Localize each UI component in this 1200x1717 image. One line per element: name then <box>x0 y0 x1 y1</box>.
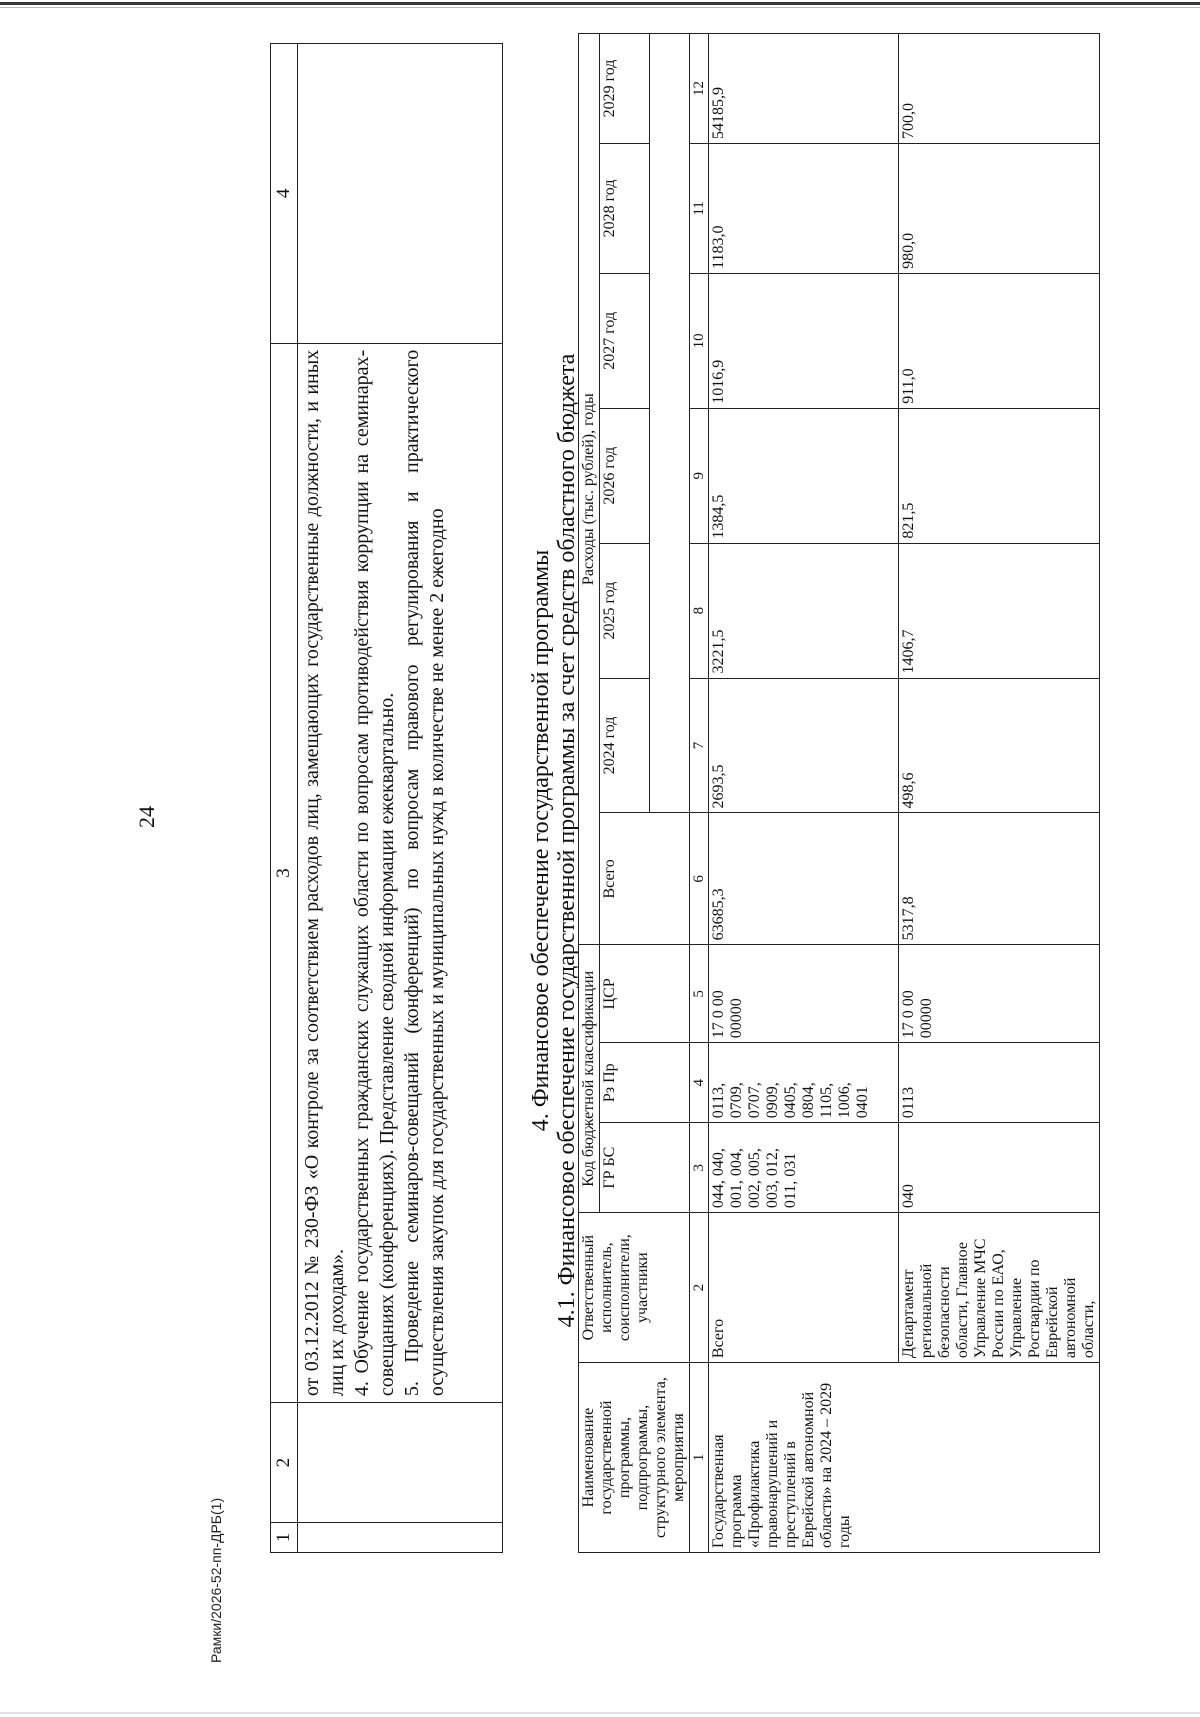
header-year: 2029 год <box>600 34 650 144</box>
grbs-code: 040 <box>899 1123 1100 1213</box>
year-value: 911,0 <box>899 273 1100 408</box>
scan-bottom-edge <box>0 1712 1200 1714</box>
year-value: 980,0 <box>899 143 1100 273</box>
column-number: 4 <box>690 1043 709 1123</box>
rotated-page-content <box>100 33 1100 1683</box>
column-number: 9 <box>690 408 709 543</box>
financing-table <box>578 33 1100 1553</box>
header-spacer <box>650 34 690 813</box>
upper-table <box>270 43 503 1553</box>
column-number: 2 <box>690 1213 709 1363</box>
header-grbs: ГР БС <box>600 1123 690 1213</box>
header-name: Наименование государственной программы, подпрограммы, структурного элемента, мероприятия <box>579 1363 690 1553</box>
upper-table-header-row <box>271 44 298 1553</box>
header-year: 2025 год <box>600 543 650 678</box>
financing-header-row-1 <box>579 34 600 1553</box>
header-expenses: Расходы (тыс. рублей), годы <box>579 34 600 945</box>
column-number: 1 <box>690 1363 709 1553</box>
year-value: 2693,5 <box>709 678 899 813</box>
total-value: 63685,3 <box>709 813 899 945</box>
measure-text-line: 5. Проведение семинаров-совещаний (конференций) по вопросам правового регулирования и практического осуществления закупок для государственных и муниципальных нужд в количестве не менее 2 ежегодно <box>401 349 448 1397</box>
program-name: Государственная программа «Профилактика правонарушений и преступлений в Еврейской автономной области» на 2024 – 2029 годы <box>709 1363 1100 1553</box>
measure-text-line: 4. Обучение государственных гражданских служащих области по вопросам противодействия коррупции на семинарах-совещаниях (конференциях). Представление сводной информации ежеквартально. <box>351 349 398 1397</box>
year-value: 1406,7 <box>899 543 1100 678</box>
header-year: 2026 год <box>600 408 650 543</box>
upper-table-row <box>298 44 503 1553</box>
column-number: 11 <box>690 143 709 273</box>
upper-col-2-header: 2 <box>271 1403 298 1523</box>
rzpr-code: 0113 <box>899 1043 1100 1123</box>
grbs-code: 044, 040, 001, 004, 002, 005, 003, 012, 011, 031 <box>709 1123 899 1213</box>
header-total: Всего <box>600 813 690 945</box>
measure-text-line: от 03.12.2012 № 230-ФЗ «О контроле за соответствием расходов лиц, замещающих государственные должности, и иных лиц их доходам». <box>301 349 348 1397</box>
column-number-row <box>690 34 709 1553</box>
year-value: 1384,5 <box>709 408 899 543</box>
column-number: 6 <box>690 813 709 945</box>
upper-cell-2 <box>298 1403 503 1523</box>
document-code: Рамки/2026-52-пп-ДРБ(1) <box>208 1497 224 1663</box>
column-number: 10 <box>690 273 709 408</box>
rzpr-code: 0113, 0709, 0707, 0909, 0405, 0804, 1105, 1006, 0401 <box>709 1043 899 1123</box>
upper-cell-1 <box>298 1523 503 1553</box>
year-value: 3221,5 <box>709 543 899 678</box>
upper-col-4-header: 4 <box>271 44 298 344</box>
section-title: 4. Финансовое обеспечение государственной программы <box>528 549 554 1132</box>
year-value: 1016,9 <box>709 273 899 408</box>
scan-top-edge-shadow <box>0 7 1200 8</box>
column-number: 3 <box>690 1123 709 1213</box>
header-year: 2024 год <box>600 678 650 813</box>
subsection-title: 4.1. Финансовое обеспечение государственной программы за счет средств областного бюджета <box>554 353 580 1328</box>
column-number: 7 <box>690 678 709 813</box>
header-rzpr: Рз Пр <box>600 1043 690 1123</box>
upper-cell-4 <box>298 44 503 344</box>
total-value: 5317,8 <box>899 813 1100 945</box>
scan-top-edge <box>0 2 1200 5</box>
year-value: 498,6 <box>899 678 1100 813</box>
header-responsible: Ответственный исполнитель, соисполнители, участники <box>579 1213 690 1363</box>
year-value: 821,5 <box>899 408 1100 543</box>
column-number: 12 <box>690 34 709 144</box>
year-value: 700,0 <box>899 34 1100 144</box>
header-year: 2027 год <box>600 273 650 408</box>
header-year: 2028 год <box>600 143 650 273</box>
responsible: Департамент региональной безопасности области, Главное Управление МЧС России по ЕАО, Управление Росгвардии по Еврейской автономной области, <box>899 1213 1100 1363</box>
table-row <box>709 34 899 1553</box>
header-budget-code: Код бюджетной классификации <box>579 945 600 1213</box>
upper-col-3-header: 3 <box>271 343 298 1402</box>
upper-col-1-header: 1 <box>271 1523 298 1553</box>
table-row <box>899 34 1100 1553</box>
responsible: Всего <box>709 1213 899 1363</box>
upper-cell-3 <box>298 343 503 1402</box>
header-csr: ЦСР <box>600 945 690 1043</box>
column-number: 5 <box>690 945 709 1043</box>
year-value: 1183,0 <box>709 143 899 273</box>
page-number: 24 <box>134 806 159 828</box>
year-value: 54185,9 <box>709 34 899 144</box>
csr-code: 17 0 00 00000 <box>899 945 1100 1043</box>
column-number: 8 <box>690 543 709 678</box>
csr-code: 17 0 00 00000 <box>709 945 899 1043</box>
